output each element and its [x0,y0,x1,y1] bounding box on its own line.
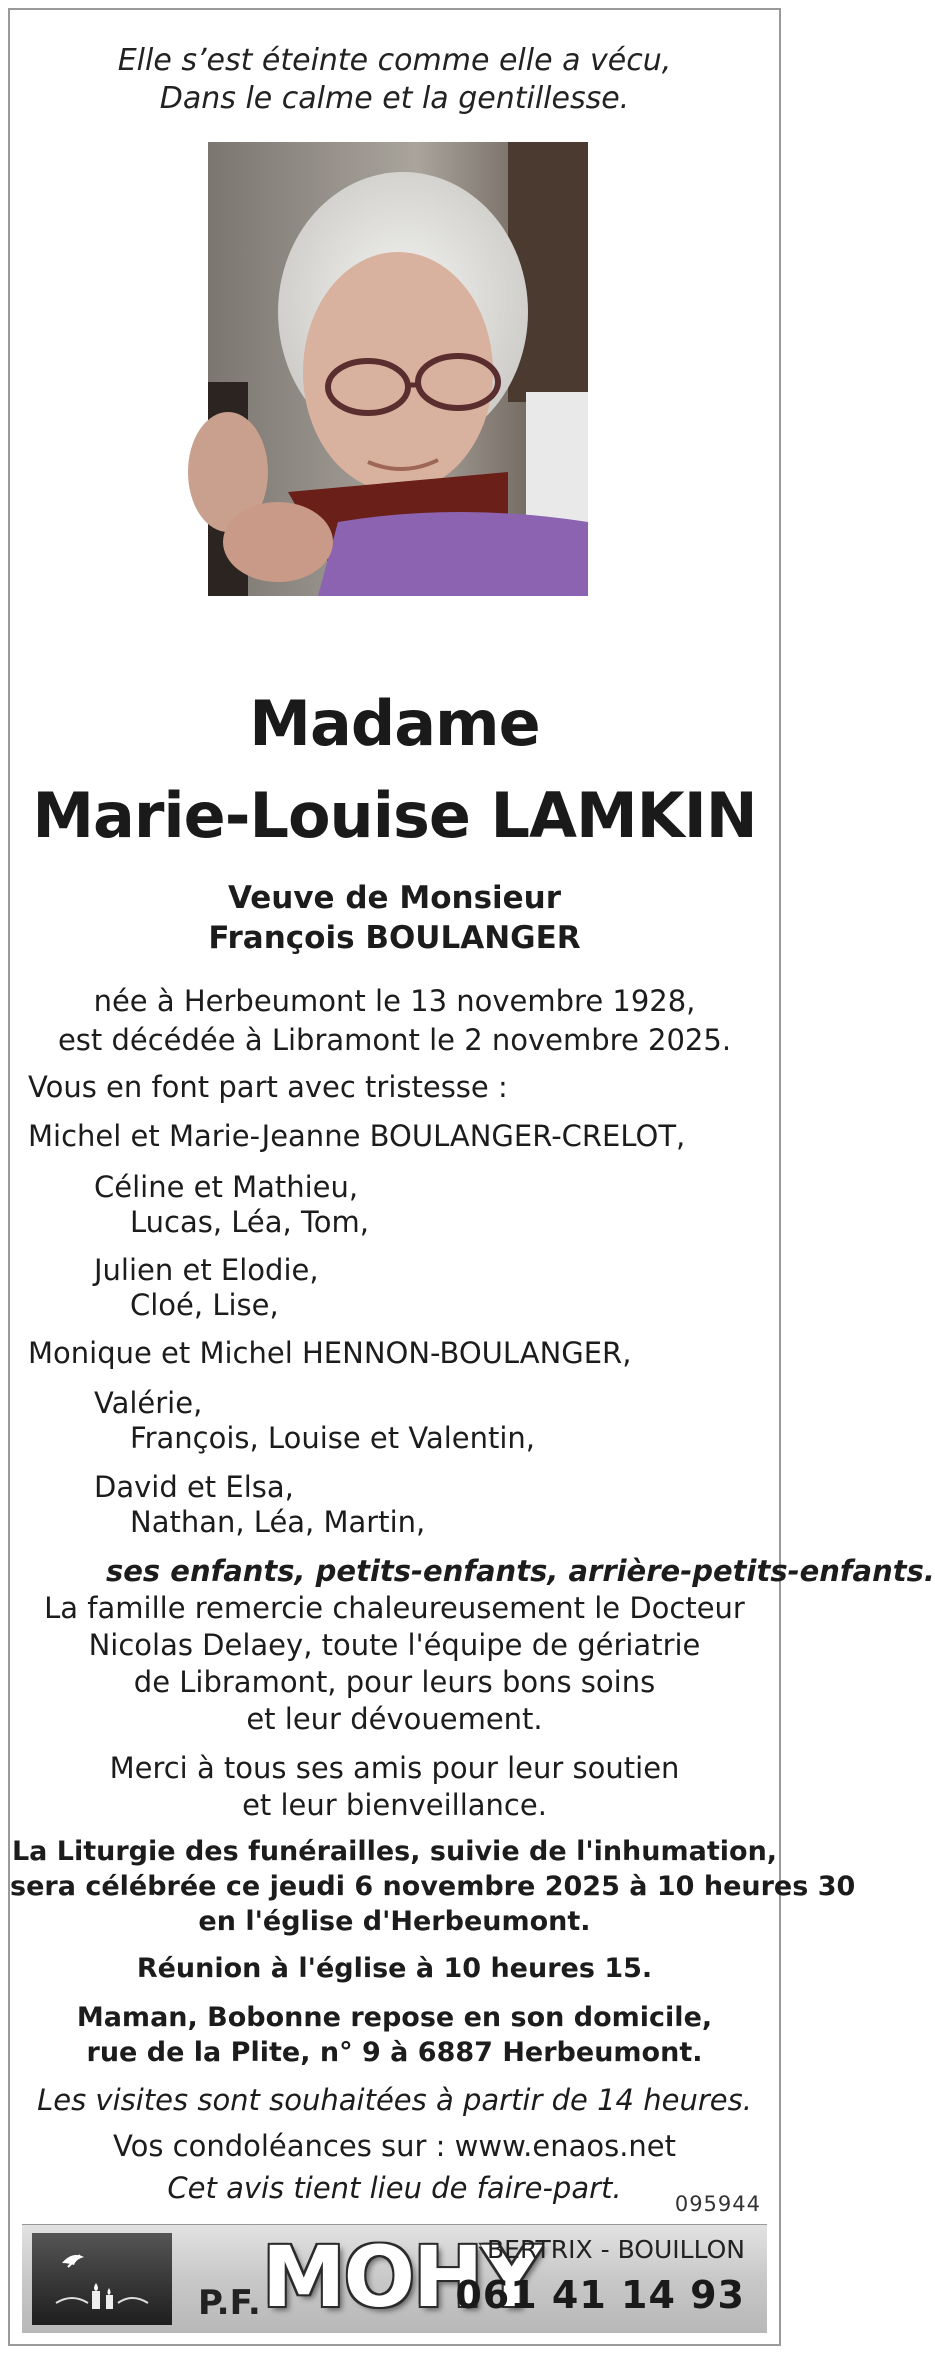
thanks-line: et leur dévouement. [246,1702,543,1736]
thanks2-line: et leur bienveillance. [242,1788,547,1822]
funeral-line: en l'église d'Herbeumont. [198,1906,591,1937]
epitaph-quote [10,42,779,118]
family-line: Valérie, [94,1386,203,1420]
thanks-block [10,1590,779,1738]
portrait-image [208,142,588,596]
obituary-notice [8,8,935,2346]
death-line: est décédée à Libramont le 2 novembre 2025. [57,1023,732,1057]
thanks2-line: Merci à tous ses amis pour leur soutien [109,1751,680,1785]
quote-line: Elle s’est éteinte comme elle a vécu, [117,43,672,78]
dove-candle-logo [32,2233,172,2325]
funeral-home-location: BERTRIX - BOUILLON [487,2235,745,2264]
funeral-home-banner [22,2224,767,2333]
title-honorific: Madame [249,687,540,760]
deceased-name [10,678,779,862]
family-line: Nathan, Léa, Martin, [130,1505,426,1539]
thanks-line: La famille remercie chaleureusement le Docteur [44,1591,745,1625]
quote-line: Dans le calme et la gentillesse. [159,81,630,116]
condolences-line: Vos condoléances sur : www.enaos.net [112,2129,677,2163]
family-line: Monique et Michel HENNON-BOULANGER, [28,1336,632,1370]
visits-line: Les visites sont souhaitées à partir de 14 heures. [37,2083,752,2117]
funeral-block [10,1834,856,1939]
title-fullname: Marie-Louise LAMKIN [32,779,757,852]
family-line: Michel et Marie-Jeanne BOULANGER-CRELOT, [28,1119,686,1153]
thanks-line: de Libramont, pour leurs bons soins [133,1665,656,1699]
portrait-photo [208,142,588,596]
family-line: Julien et Elodie, [94,1253,319,1287]
relations-line: ses enfants, petits-enfants, arrière-petits-enfants. [106,1554,935,1588]
notice-line: Cet avis tient lieu de faire-part. [167,2171,622,2205]
family-line: Céline et Mathieu, [94,1170,359,1204]
pf-prefix: P.F. [198,2283,261,2323]
thanks-friends-block [10,1750,779,1824]
home-line: rue de la Plite, n° 9 à 6887 Herbeumont. [86,2037,703,2068]
home-block [10,2000,779,2070]
birth-line: née à Herbeumont le 13 novembre 1928, [93,984,696,1018]
family-line: Lucas, Léa, Tom, [130,1205,369,1239]
family-line: François, Louise et Valentin, [130,1421,536,1455]
home-line: Maman, Bobonne repose en son domicile, [76,2002,713,2033]
announce-line: Vous en font part avec tristesse : [28,1070,508,1104]
reference-number: 095944 [674,2192,761,2216]
widow-of [10,878,779,958]
widow-line: Veuve de Monsieur [227,880,562,916]
meeting-line: Réunion à l'église à 10 heures 15. [136,1953,653,1984]
funeral-line: La Liturgie des funérailles, suivie de l'inhumation, [11,1836,778,1867]
funeral-line: sera célébrée ce jeudi 6 novembre 2025 à 10 heures 30 [10,1871,856,1902]
funeral-home-name: MOHY [262,2228,541,2326]
family-line: David et Elsa, [94,1470,294,1504]
widow-line: François BOULANGER [208,920,581,956]
dove-icon [32,2233,172,2325]
funeral-home-phone: 061 41 14 93 [455,2273,745,2317]
thanks-line: Nicolas Delaey, toute l'équipe de gériatrie [88,1628,701,1662]
birth-death [10,982,779,1060]
family-line: Cloé, Lise, [130,1288,279,1322]
